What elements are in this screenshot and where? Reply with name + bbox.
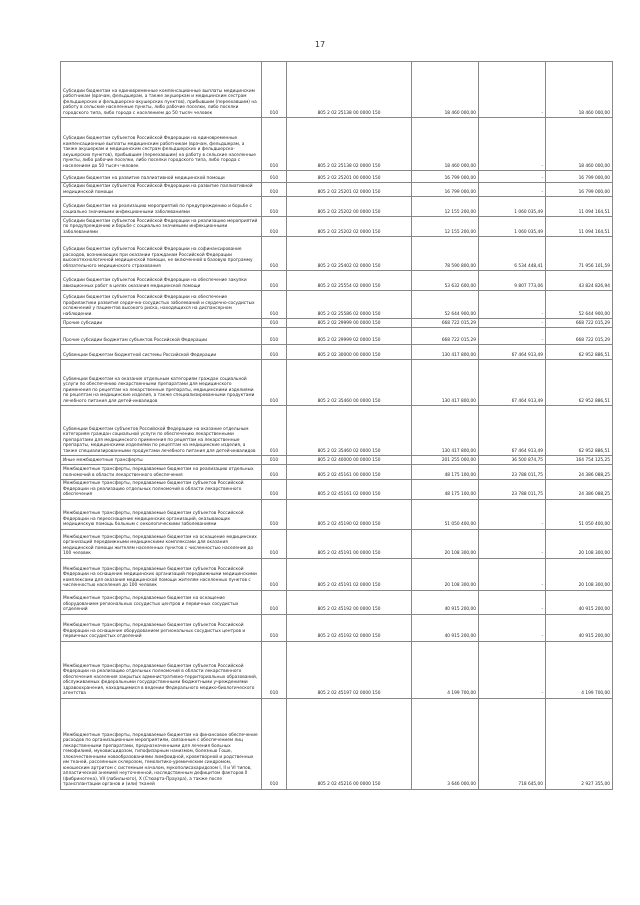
- table-row: [61, 345, 613, 360]
- table-row: [61, 291, 613, 319]
- row-approved-amount: 12 155 200,00: [412, 217, 479, 237]
- row-name: Субсидии бюджетам субъектов Российской Федерации на реализацию мероприятий по предупреждению и борьбе с социально значимыми инфекционными заболеваниями: [61, 217, 262, 237]
- table-row: [61, 406, 613, 456]
- row-classification-code: 805 2 02 35460 02 0000 150: [287, 406, 412, 456]
- row-name: Субсидии бюджетам субъектов Российской Федерации на обеспечение закупки авиационных работ в целях оказания медицинской помощи: [61, 271, 262, 291]
- row-executed-amount: 67 464 913,49: [479, 360, 546, 406]
- table-row: [61, 360, 613, 406]
- row-approved-amount: 130 417 800,00: [412, 406, 479, 456]
- row-name: Субсидии бюджетам субъектов Российской Федерации на софинансирование расходов, возникающих при оказании гражданам Российской Федерации высокотехнологичной медицинской помощи, не включенной в базовую программу обязательного медицинского страхования: [61, 237, 262, 271]
- row-executed-amount: -: [479, 558, 546, 590]
- row-name: Межбюджетные трансферты, передаваемые бюджетам на оснащение медицинских организаций передвижными медицинскими комплексами для оказания медицинской помощи жителям населенных пунктов с численностью населения до 100 человек: [61, 529, 262, 558]
- row-executed-amount: -: [479, 183, 546, 197]
- row-executed-amount: -: [479, 614, 546, 641]
- row-approved-amount: 48 175 100,00: [412, 480, 479, 500]
- row-remaining-amount: 164 754 125,25: [546, 456, 613, 465]
- row-admin-code: 010: [262, 529, 287, 558]
- row-name: Межбюджетные трансферты, передаваемые бюджетам субъектов Российской Федерации на реализацию отдельных полномочий в области лекарственного обеспечения населения закрытых административно-территориальных образований, обслуживаемых федеральными государственными бюджетными учреждениями здравоохранения, находящимися в ведении Федерального медико-биологического агентства: [61, 641, 262, 698]
- row-name: Субсидии бюджетам на реализацию мероприятий по предупреждению и борьбе с социально значимыми инфекционными заболеваниями: [61, 197, 262, 217]
- row-classification-code: 805 2 02 25202 02 0000 150: [287, 217, 412, 237]
- row-admin-code: 010: [262, 480, 287, 500]
- table-row: [61, 183, 613, 197]
- row-classification-code: 805 2 02 45192 00 0000 150: [287, 590, 412, 614]
- row-admin-code: 010: [262, 698, 287, 789]
- row-classification-code: 805 2 02 25201 00 0000 150: [287, 171, 412, 183]
- row-executed-amount: -: [479, 641, 546, 698]
- row-remaining-amount: 71 956 101,59: [546, 237, 613, 271]
- row-name: Межбюджетные трансферты, передаваемые бюджетам на реализацию отдельных полномочий в области лекарственного обеспечения: [61, 465, 262, 480]
- row-remaining-amount: 24 386 088,25: [546, 465, 613, 480]
- row-approved-amount: 20 108 300,00: [412, 529, 479, 558]
- table-row: [61, 237, 613, 271]
- table-row: [61, 698, 613, 789]
- row-name: Межбюджетные трансферты, передаваемые бюджетам субъектов Российской Федерации на реализацию отдельных полномочий в области лекарственного обеспечения: [61, 480, 262, 500]
- row-approved-amount: 12 155 200,00: [412, 197, 479, 217]
- row-name: Субвенции бюджетам на оказание отдельным категориям граждан социальной услуги по обеспечению лекарственными препаратами для медицинского применения по рецептам на лекарственные препараты, медицинскими изделиями по рецептам на медицинские изделия, а также специализированными продуктами лечебного питания для детей-инвалидов: [61, 360, 262, 406]
- row-classification-code: 805 2 02 25402 02 0000 150: [287, 237, 412, 271]
- row-approved-amount: 18 460 000,00: [412, 118, 479, 171]
- table-row: [61, 197, 613, 217]
- row-classification-code: 805 2 02 35460 00 0000 150: [287, 360, 412, 406]
- row-remaining-amount: 4 199 700,00: [546, 641, 613, 698]
- row-admin-code: 010: [262, 197, 287, 217]
- table-row: [61, 118, 613, 171]
- row-executed-amount: -: [479, 499, 546, 529]
- row-classification-code: 805 2 02 29999 02 0000 150: [287, 328, 412, 345]
- row-classification-code: 805 2 02 25201 02 0000 150: [287, 183, 412, 197]
- row-executed-amount: -: [479, 590, 546, 614]
- row-admin-code: 010: [262, 271, 287, 291]
- row-classification-code: 805 2 02 25138 00 0000 150: [287, 62, 412, 118]
- row-approved-amount: 201 255 000,00: [412, 456, 479, 465]
- row-remaining-amount: 16 799 000,00: [546, 171, 613, 183]
- row-executed-amount: -: [479, 319, 546, 328]
- row-approved-amount: 40 915 200,00: [412, 590, 479, 614]
- row-executed-amount: 67 464 913,49: [479, 345, 546, 360]
- table-row: [61, 465, 613, 480]
- row-remaining-amount: 62 952 886,51: [546, 345, 613, 360]
- table-row: [61, 614, 613, 641]
- row-classification-code: 805 2 02 45197 02 0000 150: [287, 641, 412, 698]
- row-admin-code: 010: [262, 614, 287, 641]
- row-classification-code: 805 2 02 29999 00 0000 150: [287, 319, 412, 328]
- row-name: Прочие субсидии бюджетам субъектов Российской Федерации: [61, 328, 262, 345]
- row-approved-amount: 40 915 200,00: [412, 614, 479, 641]
- row-admin-code: 010: [262, 328, 287, 345]
- row-remaining-amount: 2 927 355,00: [546, 698, 613, 789]
- row-approved-amount: 4 199 700,00: [412, 641, 479, 698]
- row-remaining-amount: 43 824 826,94: [546, 271, 613, 291]
- row-remaining-amount: 18 460 000,00: [546, 62, 613, 118]
- row-approved-amount: 51 050 400,00: [412, 499, 479, 529]
- row-remaining-amount: 24 386 088,25: [546, 480, 613, 500]
- row-remaining-amount: 62 952 886,51: [546, 406, 613, 456]
- table-row: [61, 171, 613, 183]
- row-name: Субвенции бюджетам субъектов Российской Федерации на оказание отдельным категориям граждан социальной услуги по обеспечению лекарственными препаратами для медицинского применения по рецептам на лекарственные препараты, медицинскими изделиями по рецептам на медицинские изделия, а также специализированными продуктами лечебного питания для детей-инвалидов: [61, 406, 262, 456]
- row-admin-code: 010: [262, 345, 287, 360]
- row-classification-code: 805 2 02 45191 02 0000 150: [287, 558, 412, 590]
- row-remaining-amount: 16 799 000,00: [546, 183, 613, 197]
- row-name: Межбюджетные трансферты, передаваемые бюджетам субъектов Российской Федерации на переоснащение медицинских организаций, оказывающих медицинскую помощь больным с онкологическими заболеваниями: [61, 499, 262, 529]
- row-remaining-amount: 51 050 400,00: [546, 499, 613, 529]
- table-row: [61, 328, 613, 345]
- row-approved-amount: 20 108 300,00: [412, 558, 479, 590]
- row-admin-code: 010: [262, 237, 287, 271]
- row-classification-code: 805 2 02 45192 02 0000 150: [287, 614, 412, 641]
- row-admin-code: 010: [262, 319, 287, 328]
- row-name: Субсидии бюджетам на единовременные компенсационные выплаты медицинским работникам (врачам, фельдшерам, а также акушеркам и медицинским сестрам фельдшерских и фельдшерско-акушерских пунктов), прибывшим (переехавшим) на работу в сельские населенные пункты, либо рабочие поселки, либо поселки городского типа, либо города с населением до 50 тысяч человек: [61, 62, 262, 118]
- row-classification-code: 805 2 02 25554 02 0000 150: [287, 271, 412, 291]
- row-approved-amount: 78 590 800,00: [412, 237, 479, 271]
- row-remaining-amount: 668 722 015,29: [546, 319, 613, 328]
- table-row: [61, 271, 613, 291]
- row-approved-amount: 53 632 600,00: [412, 271, 479, 291]
- row-executed-amount: -: [479, 328, 546, 345]
- row-remaining-amount: 18 460 000,00: [546, 118, 613, 171]
- row-approved-amount: 48 175 100,00: [412, 465, 479, 480]
- row-admin-code: 010: [262, 217, 287, 237]
- row-executed-amount: 36 500 874,75: [479, 456, 546, 465]
- row-executed-amount: 1 060 035,49: [479, 197, 546, 217]
- row-classification-code: 805 2 02 25138 02 0000 150: [287, 118, 412, 171]
- row-approved-amount: 16 799 000,00: [412, 183, 479, 197]
- row-classification-code: 805 2 02 45216 00 0000 150: [287, 698, 412, 789]
- row-admin-code: 010: [262, 171, 287, 183]
- row-approved-amount: 16 799 000,00: [412, 171, 479, 183]
- row-remaining-amount: 668 722 015,29: [546, 328, 613, 345]
- row-admin-code: 010: [262, 558, 287, 590]
- row-executed-amount: -: [479, 171, 546, 183]
- row-admin-code: 010: [262, 62, 287, 118]
- row-approved-amount: 18 460 000,00: [412, 62, 479, 118]
- row-admin-code: 010: [262, 360, 287, 406]
- row-name: Субсидии бюджетам субъектов Российской Федерации на обеспечение профилактики развития сердечно-сосудистых заболеваний и сердечно-сосудистых осложнений у пациентов высокого риска, находящихся на диспансерном наблюдении: [61, 291, 262, 319]
- row-classification-code: 805 2 02 45161 00 0000 150: [287, 465, 412, 480]
- row-remaining-amount: 40 915 200,00: [546, 590, 613, 614]
- row-remaining-amount: 52 644 900,00: [546, 291, 613, 319]
- row-executed-amount: -: [479, 291, 546, 319]
- row-admin-code: 010: [262, 456, 287, 465]
- row-classification-code: 805 2 02 25202 00 0000 150: [287, 197, 412, 217]
- row-name: Межбюджетные трансферты, передаваемые бюджетам субъектов Российской Федерации на оснащение медицинских организаций передвижными медицинскими комплексами для оказания медицинской помощи жителям населенных пунктов с численностью населения до 100 человек: [61, 558, 262, 590]
- page-number: 17: [314, 40, 326, 49]
- row-executed-amount: 23 788 011,75: [479, 480, 546, 500]
- budget-table: [60, 61, 613, 790]
- row-admin-code: 010: [262, 590, 287, 614]
- table-row: [61, 641, 613, 698]
- row-remaining-amount: 40 915 200,00: [546, 614, 613, 641]
- row-name: Прочие субсидии: [61, 319, 262, 328]
- row-executed-amount: 6 534 448,41: [479, 237, 546, 271]
- row-remaining-amount: 20 108 300,00: [546, 529, 613, 558]
- row-admin-code: 010: [262, 465, 287, 480]
- row-admin-code: 010: [262, 291, 287, 319]
- row-admin-code: 010: [262, 183, 287, 197]
- row-classification-code: 805 2 02 45191 00 0000 150: [287, 529, 412, 558]
- row-classification-code: 805 2 02 45190 02 0000 150: [287, 499, 412, 529]
- table-row: [61, 529, 613, 558]
- row-executed-amount: -: [479, 529, 546, 558]
- row-executed-amount: 1 060 035,49: [479, 217, 546, 237]
- row-executed-amount: 9 807 773,06: [479, 271, 546, 291]
- row-name: Межбюджетные трансферты, передаваемые бюджетам на оснащение оборудованием региональных сосудистых центров и первичных сосудистых отделений: [61, 590, 262, 614]
- row-name: Межбюджетные трансферты, передаваемые бюджетам субъектов Российской Федерации на оснащение оборудованием региональных сосудистых центров и первичных сосудистых отделений: [61, 614, 262, 641]
- row-name: Иные межбюджетные трансферты: [61, 456, 262, 465]
- row-executed-amount: 67 464 913,49: [479, 406, 546, 456]
- table-row: [61, 558, 613, 590]
- table-row: [61, 319, 613, 328]
- row-executed-amount: 23 788 011,75: [479, 465, 546, 480]
- row-remaining-amount: 11 094 164,51: [546, 217, 613, 237]
- row-approved-amount: 3 646 000,00: [412, 698, 479, 789]
- row-name: Межбюджетные трансферты, передаваемые бюджетам на финансовое обеспечение расходов по организационным мероприятиям, связанным с обеспечением лиц лекарственными препаратами, предназначенными для лечения больных гемофилией, муковисцидозом, гипофизарным нанизмом, болезнью Гоше, злокачественными новообразованиями лимфоидной, кроветворной и родственных им тканей, рассеянным склерозом, гемолитико-уремическим синдромом, юношеским артритом с системным началом, мукополисахаридозом I, II и VI типов, апластической анемией неуточненной, наследственным дефицитом факторов II (фибриногена), VII (лабильного), X (Стюарта-Прауэра), а также после трансплантации органов и (или) тканей: [61, 698, 262, 789]
- row-remaining-amount: 11 094 164,51: [546, 197, 613, 217]
- row-name: Субсидии бюджетам на развитие паллиативной медицинской помощи: [61, 171, 262, 183]
- row-executed-amount: -: [479, 62, 546, 118]
- row-remaining-amount: 62 952 886,51: [546, 360, 613, 406]
- table-row: [61, 62, 613, 118]
- row-approved-amount: 130 417 800,00: [412, 345, 479, 360]
- row-classification-code: 805 2 02 40000 00 0000 150: [287, 456, 412, 465]
- row-admin-code: 010: [262, 641, 287, 698]
- row-executed-amount: -: [479, 118, 546, 171]
- row-remaining-amount: 20 108 300,00: [546, 558, 613, 590]
- row-executed-amount: 718 645,00: [479, 698, 546, 789]
- row-classification-code: 805 2 02 25586 02 0000 150: [287, 291, 412, 319]
- row-approved-amount: 52 644 900,00: [412, 291, 479, 319]
- table-row: [61, 456, 613, 465]
- row-approved-amount: 668 722 015,29: [412, 328, 479, 345]
- table-row: [61, 499, 613, 529]
- row-admin-code: 010: [262, 406, 287, 456]
- row-classification-code: 805 2 02 45161 02 0000 150: [287, 480, 412, 500]
- row-admin-code: 010: [262, 118, 287, 171]
- row-approved-amount: 668 722 015,29: [412, 319, 479, 328]
- table-row: [61, 480, 613, 500]
- row-name: Субсидии бюджетам субъектов Российской Федерации на развитие паллиативной медицинской помощи: [61, 183, 262, 197]
- row-classification-code: 805 2 02 30000 00 0000 150: [287, 345, 412, 360]
- table-row: [61, 217, 613, 237]
- row-name: Субвенции бюджетам бюджетной системы Российской Федерации: [61, 345, 262, 360]
- row-admin-code: 010: [262, 499, 287, 529]
- row-approved-amount: 130 417 800,00: [412, 360, 479, 406]
- row-name: Субсидии бюджетам субъектов Российской Федерации на единовременные компенсационные выплаты медицинским работникам (врачам, фельдшерам, а также акушеркам и медицинским сестрам фельдшерских и фельдшерско-акушерских пунктов), прибывшим (переехавшим) на работу в сельские населенные пункты, либо рабочие поселки, либо поселки городского типа, либо города с населением до 50 тысяч человек: [61, 118, 262, 171]
- table-row: [61, 590, 613, 614]
